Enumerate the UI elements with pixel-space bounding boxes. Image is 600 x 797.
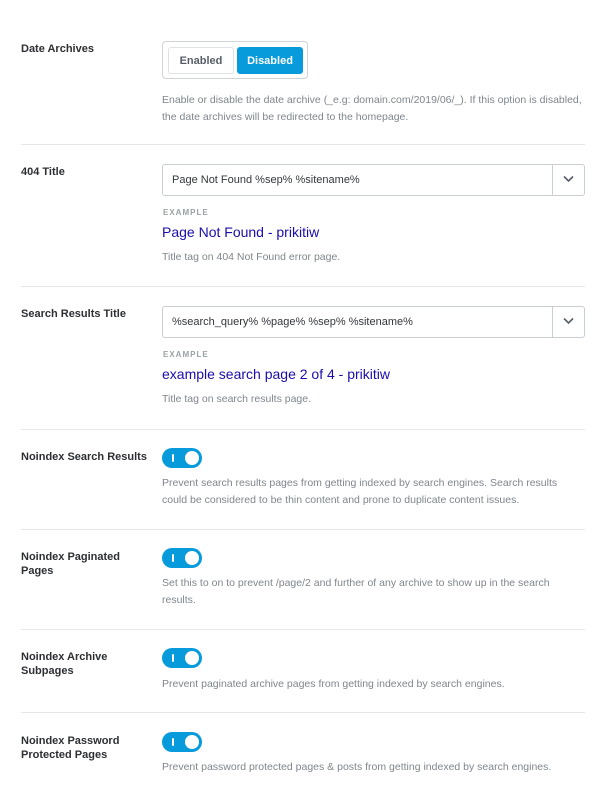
noindex-password-toggle[interactable] bbox=[162, 732, 202, 752]
date-archives-toggle-group bbox=[162, 41, 308, 79]
example-label: EXAMPLE bbox=[163, 208, 209, 217]
title-404-select[interactable] bbox=[162, 164, 585, 196]
toggle-knob bbox=[185, 651, 199, 665]
toggle-knob bbox=[185, 451, 199, 465]
noindex-paginated-row bbox=[0, 530, 600, 629]
chevron-down-icon[interactable] bbox=[552, 307, 584, 337]
toggle-knob bbox=[185, 735, 199, 749]
noindex-search-toggle[interactable] bbox=[162, 448, 202, 468]
noindex-password-description: Prevent password protected pages & posts from getting indexed by search engines. bbox=[162, 761, 552, 773]
title-404-row bbox=[0, 145, 600, 286]
search-title-label: Search Results Title bbox=[21, 308, 126, 320]
toggle-knob bbox=[185, 551, 199, 565]
date-archives-row bbox=[0, 0, 600, 144]
date-archives-label: Date Archives bbox=[21, 43, 94, 55]
toggle-on-indicator bbox=[172, 738, 174, 746]
example-label: EXAMPLE bbox=[163, 350, 209, 359]
chevron-down-icon[interactable] bbox=[552, 165, 584, 195]
noindex-paginated-description: Set this to on to prevent /page/2 and further of any archive to show up in the search results. bbox=[162, 577, 550, 606]
search-title-example: example search page 2 of 4 - prikitiw bbox=[162, 366, 390, 382]
title-404-value: Page Not Found %sep% %sitename% bbox=[172, 174, 360, 186]
noindex-search-row bbox=[0, 430, 600, 529]
title-404-label: 404 Title bbox=[21, 166, 65, 178]
disabled-button[interactable]: Disabled bbox=[237, 47, 303, 74]
search-title-description: Title tag on search results page. bbox=[162, 393, 312, 405]
noindex-search-label: Noindex Search Results bbox=[21, 451, 147, 463]
noindex-paginated-toggle[interactable] bbox=[162, 548, 202, 568]
noindex-archive-description: Prevent paginated archive pages from getting indexed by search engines. bbox=[162, 678, 505, 690]
toggle-on-indicator bbox=[172, 654, 174, 662]
search-title-select[interactable] bbox=[162, 306, 585, 338]
title-404-example: Page Not Found - prikitiw bbox=[162, 224, 320, 240]
enabled-button[interactable]: Enabled bbox=[168, 47, 234, 74]
noindex-password-label: Noindex Password Protected Pages bbox=[21, 735, 120, 761]
toggle-on-indicator bbox=[172, 554, 174, 562]
noindex-archive-toggle[interactable] bbox=[162, 648, 202, 668]
noindex-archive-label: Noindex Archive Subpages bbox=[21, 651, 108, 677]
search-title-row bbox=[0, 287, 600, 429]
title-404-description: Title tag on 404 Not Found error page. bbox=[162, 251, 341, 263]
search-title-value: %search_query% %page% %sep% %sitename% bbox=[172, 316, 413, 328]
noindex-paginated-label: Noindex Paginated Pages bbox=[21, 551, 121, 577]
date-archives-description: Enable or disable the date archive (_e.g: domain.com/2019/06/_). If this option is disabled, the date archives will be redirected to the homepage. bbox=[162, 94, 582, 123]
noindex-search-description: Prevent search results pages from getting indexed by search engines. Search results could be considered to be thin content and prone to duplicate content issues. bbox=[162, 477, 558, 506]
toggle-on-indicator bbox=[172, 454, 174, 462]
noindex-archive-row bbox=[0, 630, 600, 712]
noindex-password-row bbox=[0, 713, 600, 797]
